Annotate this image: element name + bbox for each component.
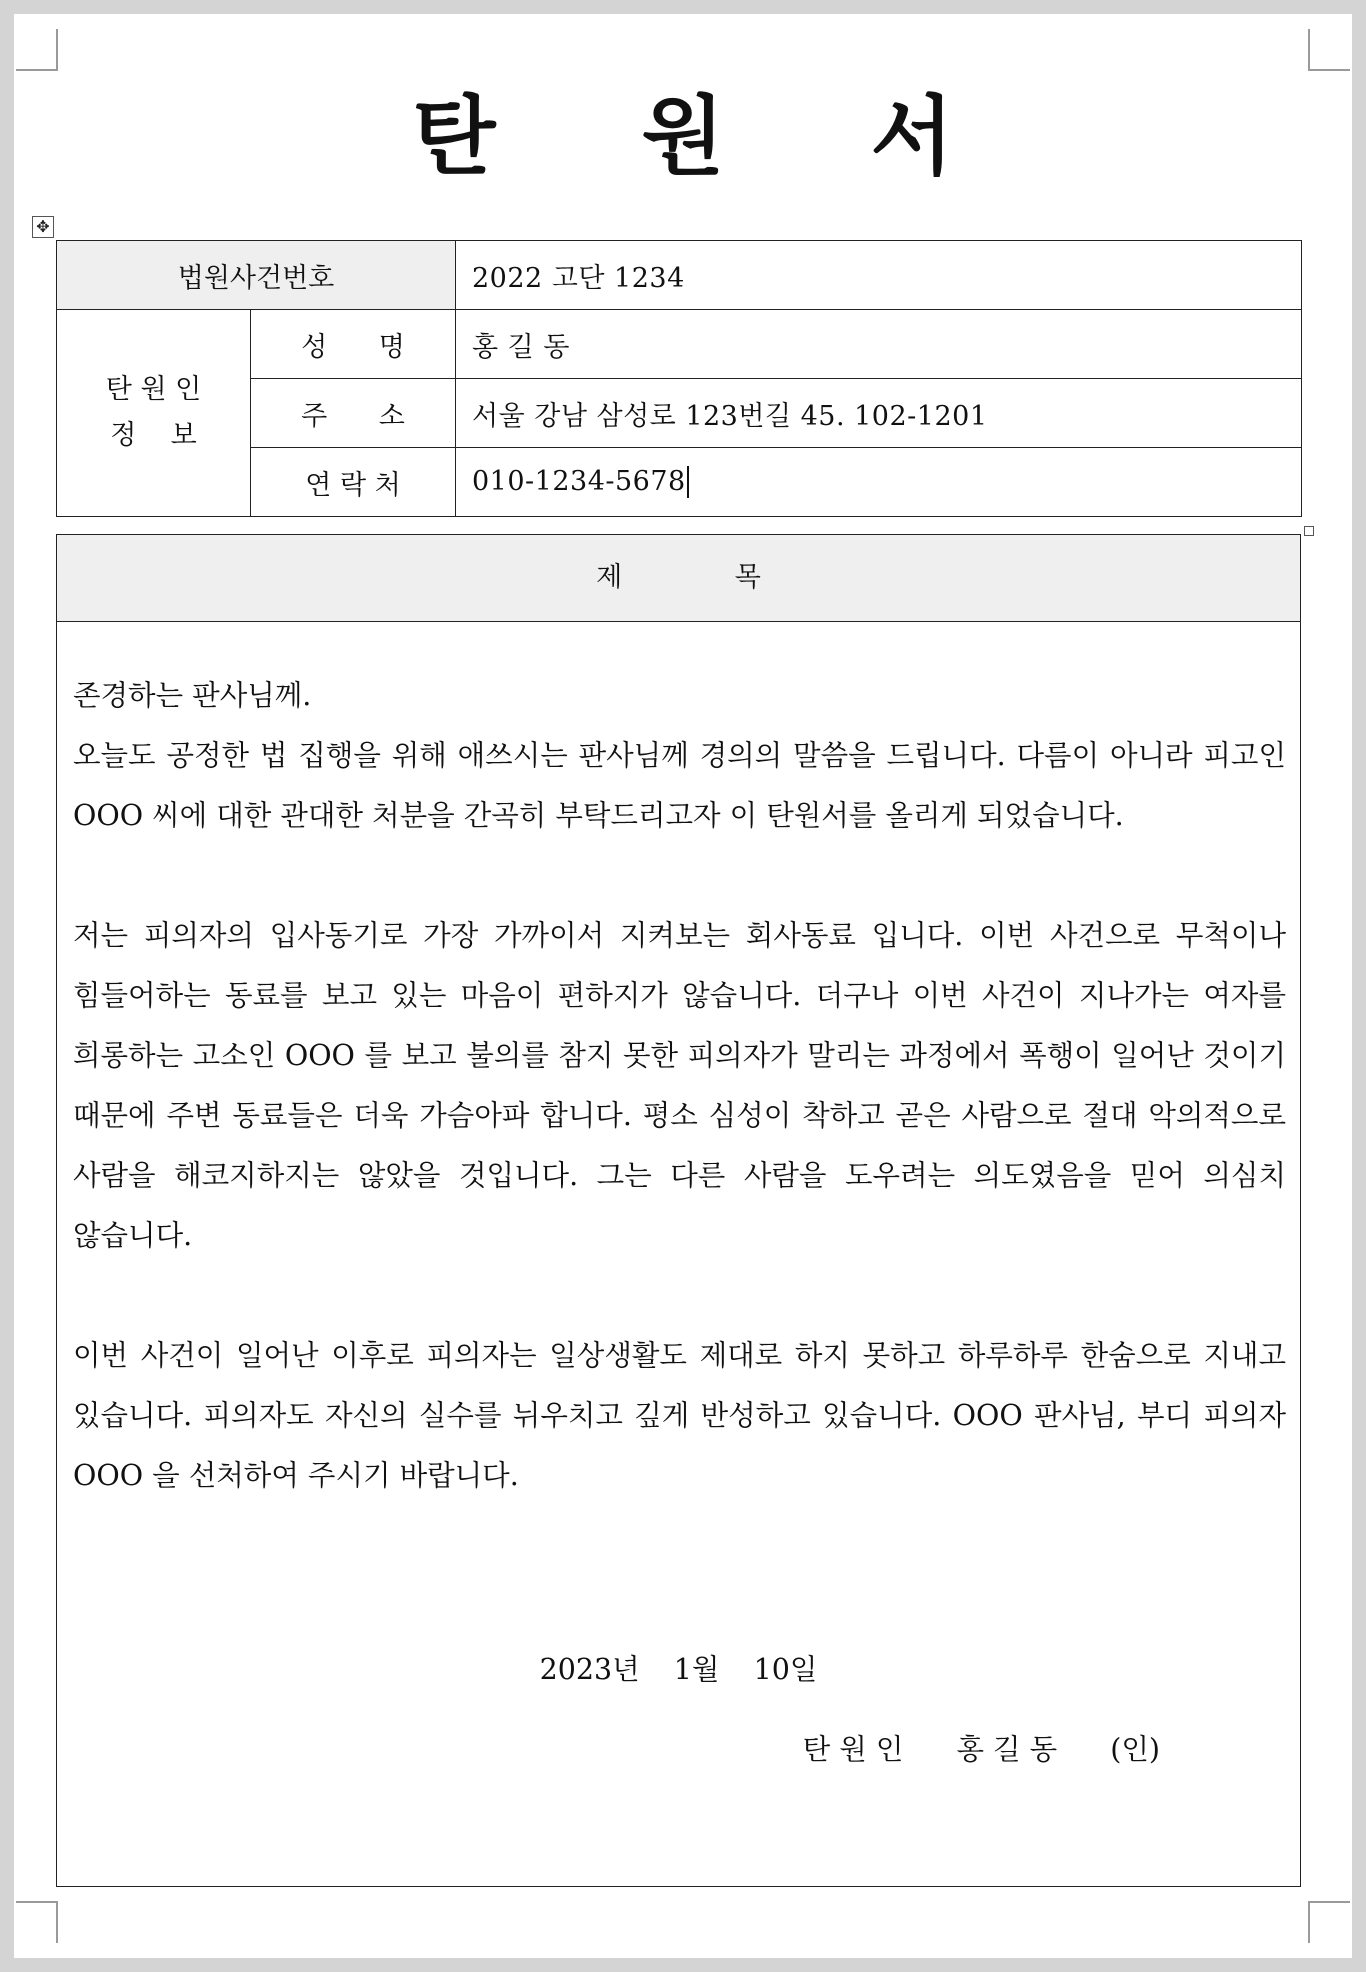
signature-seal: (인) xyxy=(1110,1733,1160,1766)
signature-line xyxy=(803,1727,1160,1768)
signature-role: 탄 원 인 xyxy=(802,1733,904,1766)
table-row xyxy=(57,310,1302,379)
document-title: 탄 원 서 xyxy=(412,87,1012,187)
petitioner-group-line1: 탄 원 인 xyxy=(105,374,202,405)
crop-mark-bottom-right xyxy=(1308,1901,1350,1943)
table-resize-handle[interactable] xyxy=(1304,526,1314,536)
greeting: 존경하는 판사님께. xyxy=(73,679,312,712)
address-value[interactable]: 서울 강남 삼성로 123번길 45. 102-1201 xyxy=(456,379,1302,448)
name-label: 성 명 xyxy=(251,310,456,379)
paragraph-spacer xyxy=(73,1266,1286,1326)
table-move-handle-icon[interactable]: ✥ xyxy=(32,216,54,238)
letter-body[interactable] xyxy=(57,622,1305,1506)
signature-name: 홍 길 동 xyxy=(956,1733,1058,1766)
paragraph-1: 오늘도 공정한 법 집행을 위해 애쓰시는 판사님께 경의의 말씀을 드립니다. 다름이 아니라 피고인 OOO 씨에 대한 관대한 처분을 간곡히 부탁드리고자 이 탄원서를 올리게 되었습니다. xyxy=(73,739,1286,832)
petitioner-info-group-label xyxy=(57,310,251,517)
address-label: 주 소 xyxy=(251,379,456,448)
contact-label: 연 락 처 xyxy=(251,448,456,517)
case-number-value[interactable]: 2022 고단 1234 xyxy=(456,241,1302,310)
subject-header: 제 목 xyxy=(57,535,1300,622)
letter-box xyxy=(56,534,1305,1887)
table-row xyxy=(57,241,1302,310)
contact-value[interactable]: 010-1234-5678 xyxy=(472,465,686,497)
case-number-label: 법원사건번호 xyxy=(57,241,456,310)
date: 2023년 1월 10일 xyxy=(539,1653,818,1686)
petitioner-group-line2: 정 보 xyxy=(110,420,197,451)
crop-mark-top-left xyxy=(16,29,58,71)
name-value[interactable]: 홍 길 동 xyxy=(456,310,1302,379)
contact-cell[interactable] xyxy=(456,448,1302,517)
document-page xyxy=(14,14,1352,1958)
paragraph-3: 이번 사건이 일어난 이후로 피의자는 일상생활도 제대로 하지 못하고 하루하루 한숨으로 지내고 있습니다. 피의자도 자신의 실수를 뉘우치고 깊게 반성하고 있습니다. OOO 판사님, 부디 피의자 OOO 을 선처하여 주시기 바랍니다. xyxy=(73,1339,1305,1492)
paragraph-spacer xyxy=(73,846,1286,906)
text-cursor xyxy=(687,466,689,498)
crop-mark-top-right xyxy=(1308,29,1350,71)
petitioner-info-table xyxy=(56,240,1302,517)
crop-mark-bottom-left xyxy=(16,1901,58,1943)
paragraph-2: 저는 피의자의 입사동기로 가장 가까이서 지켜보는 회사동료 입니다. 이번 사건으로 무척이나 힘들어하는 동료를 보고 있는 마음이 편하지가 않습니다. 더구나 이번 사건이 지나가는 여자를 희롱하는 고소인 OOO 를 보고 불의를 참지 못한 피의자가 말리는 과정에서 폭행이 일어난 것이기 때문에 주변 동료들은 더욱 가슴아파 합니다. 평소 심성이 착하고 곧은 사람으로 절대 악의적으로 사람을 해코지하지는 않았을 것입니다. 그는 다른 사람을 도우려는 의도였음을 믿어 의심치 않습니다. xyxy=(73,919,1286,1252)
